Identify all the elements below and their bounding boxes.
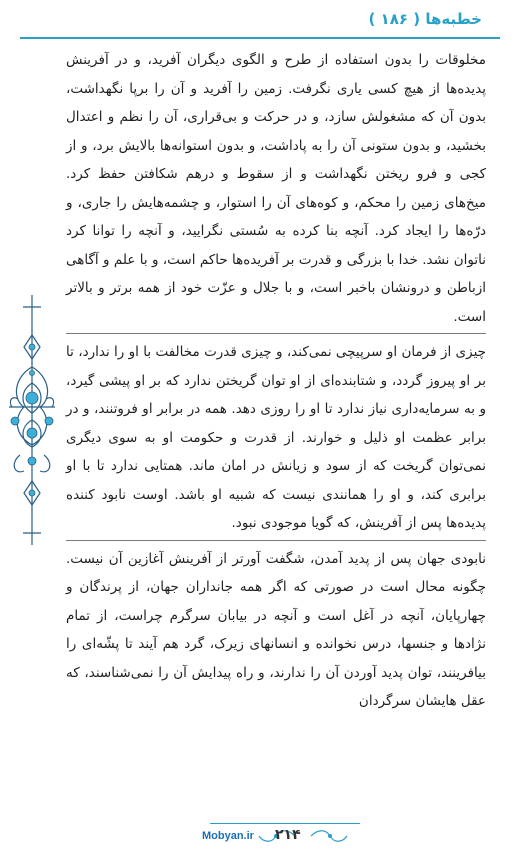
margin-ornament-icon (6, 295, 58, 545)
paragraph-3: نابودی جهان پس از پدید آمدن، شگفت آورتر از آفرینش آغازین آن نیست. چگونه محال است در صورتی که اگر همه جانداران جهان، از پرندگان و چهارپایان، آنچه در آغل است و آنچه در بیابان سرگرم چراست، از تمام نژادها و جنسها، درس نخوانده و انسانهای زیرک، گرد هم آیند تا پشّه‌ای را بیافرینند، توان پدید آوردن آن را ندارند، و راه پیدایش آن را نمی‌شناسند، که عقل هایشان سرگردان (66, 550, 486, 709)
paragraph-1: مخلوقات را بدون استفاده از طرح و الگوی دیگران آفرید، و در آفرینش پدیده‌ها از هیچ کسی یاری نگرفت. زمین را آفرید و آن را برپا نگهداشت، بدون آن که مشغولش سازد، و در حرکت و بی‌قراری، آن را نظم و اعتدال بخشید، و بدون ستونی آن را به پاداشت، و بدون استوانه‌ها بالایش برد، و از کجی و فرو ریختن نگهداشت و از سقوط و درهم شکافتن حفظ کرد. میخ‌های زمین را محکم، و کوه‌های آن را استوار، و چشمه‌هایش را جاری، و درّه‌ها را ایجاد کرد. آنچه بنا کرده به سُستی نگرایید، و آنچه را توانا کرد ناتوان نشد. خدا با بزرگی و قدرت بر آفریده‌ها حاکم است، و با علم و آگاهی ازباطن و درونشان باخبر است، و با جلال و عزّت خود از همه برتر و بالاتر است. (66, 52, 486, 325)
page-number: ۲۱۴ (275, 827, 301, 843)
paragraph-divider (66, 540, 486, 541)
paragraph-2: چیزی از فرمان او سرپیچی نمی‌کند، و چیزی قدرت مخالفت با او را ندارد، تا بر او پیروز گردد، و شتابنده‌ای از او توان گریختن ندارد که بر او پیشی گیرد، و به سرمایه‌داری نیاز ندارد تا او را روزی دهد. همه در برابر او فروتنند، و در برابر عظمت او ذلیل و خوارند. از قدرت و حکومت او به سوی دیگری نمی‌توان گریخت که از سود و زیانش در امان ماند. همتایی ندارد تا با او برابری کند، و او را همانندی نیست که شبیه او باشد. اوست نابود کننده پدیده‌ها پس از آفرینش، که گویا موجودی نبود. (66, 344, 486, 531)
site-label: Mobyan.ir (202, 830, 254, 842)
footer-rule (210, 823, 360, 824)
body-text (66, 46, 486, 716)
right-flourish-icon (310, 827, 348, 845)
chapter-header: خطبه‌ها ( ۱۸۶ ) (368, 10, 482, 28)
header-rule (20, 37, 500, 39)
paragraph-divider (66, 333, 486, 334)
page-footer (0, 813, 520, 855)
